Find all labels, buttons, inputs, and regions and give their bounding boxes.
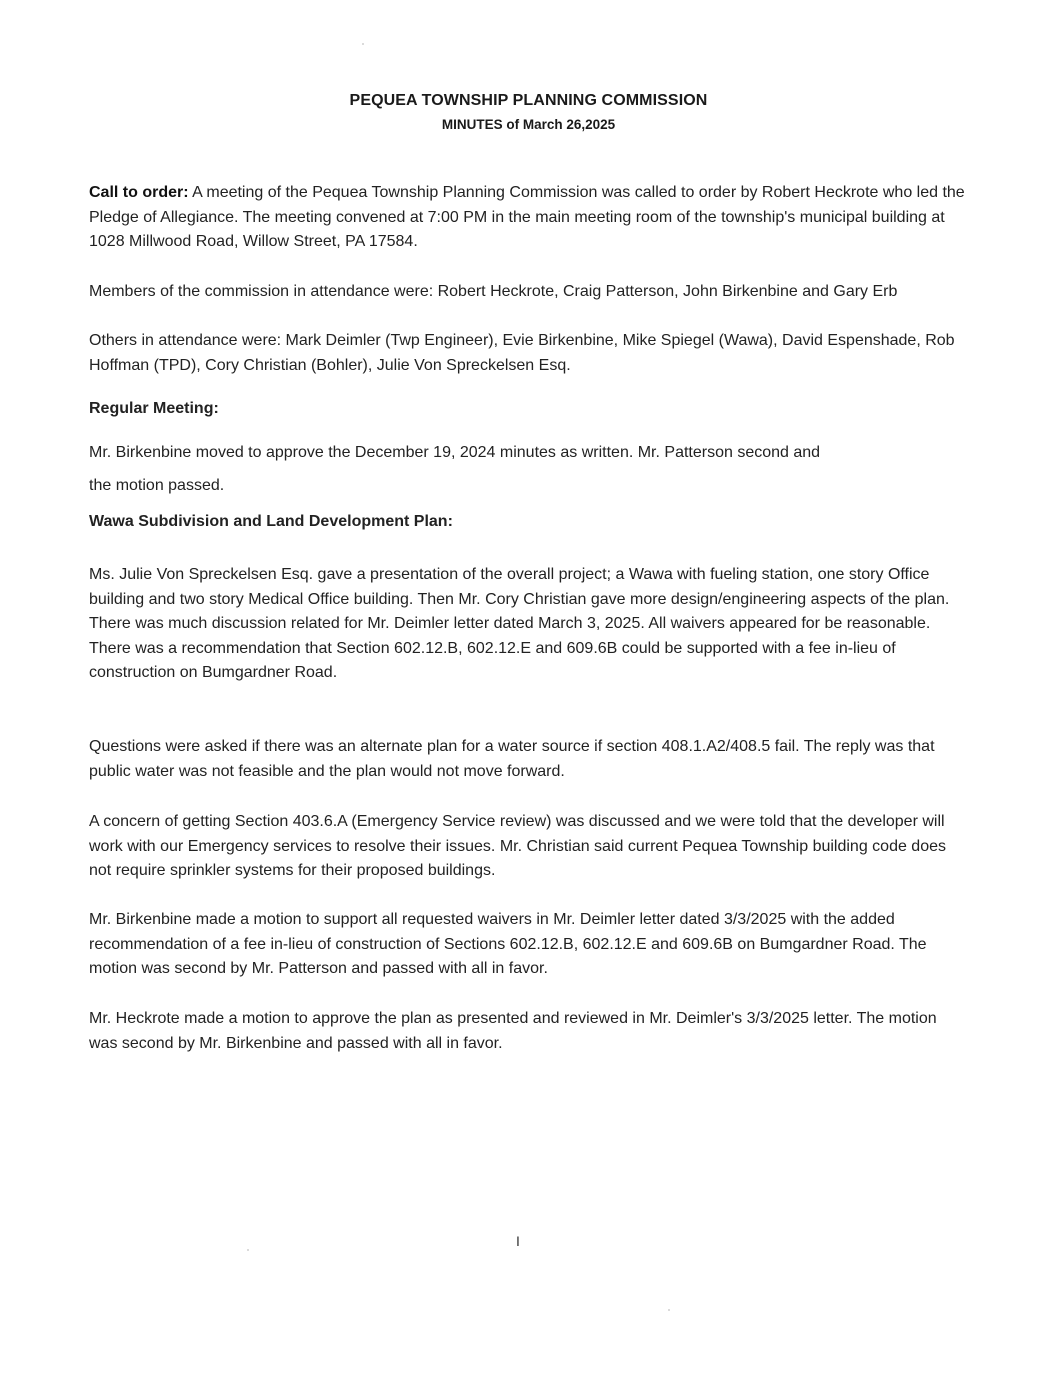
regular-meeting-line1: Mr. Birkenbine moved to approve the December 19, 2024 minutes as written. Mr. Patterson second and [89, 444, 821, 461]
wawa-paragraph-4: Mr. Birkenbine made a motion to support all requested waivers in Mr. Deimler letter dated 3/3/2025 with the added recommendation of a fee in-lieu of construction of Sections 602.12.B, 602.12.E and 609.6B on Bumgardner Road. The motion was second by Mr. Patterson and passed with all in favor. [89, 911, 927, 977]
wawa-paragraph-2: Questions were asked if there was an alternate plan for a water source if section 408.1.A2/408.5 fail. The reply was that public water was not feasible and the plan would not move forward. [89, 738, 935, 780]
document-title: PEQUEA TOWNSHIP PLANNING COMMISSION [349, 92, 708, 109]
scan-speck [362, 43, 364, 45]
wawa-paragraph-5: Mr. Heckrote made a motion to approve the plan as presented and reviewed in Mr. Deimler's 3/3/2025 letter. The motion was second by Mr. Birkenbine and passed with all in favor. [89, 1010, 937, 1052]
call-to-order-label: Call to order: [89, 184, 189, 201]
page-number: I [516, 1233, 520, 1249]
document-subtitle: MINUTES of March 26,2025 [441, 117, 616, 132]
wawa-paragraph-1: Ms. Julie Von Spreckelsen Esq. gave a presentation of the overall project; a Wawa with fueling station, one story Office building and two story Medical Office building. Then Mr. Cory Christian gave more design/engineering aspects of the plan. There was much discussion related for Mr. Deimler letter dated March 3, 2025. All waivers appeared for be reasonable. There was a recommendation that Section 602.12.B, 602.12.E and 609.6B could be supported with a fee in-lieu of construction on Bumgardner Road. [89, 566, 950, 681]
others-attendance: Others in attendance were: Mark Deimler (Twp Engineer), Evie Birkenbine, Mike Spiegel (Wawa), David Espenshade, Rob Hoffman (TPD), Cory Christian (Bohler), Julie Von Spreckelsen Esq. [89, 332, 955, 374]
regular-meeting-line2: the motion passed. [89, 477, 225, 494]
call-to-order-text: A meeting of the Pequea Township Planning Commission was called to order by Robert Heckrote who led the Pledge of Allegiance. The meeting convened at 7:00 PM in the main meeting room of the township's municipal building at 1028 Millwood Road, Willow Street, PA 17584. [89, 184, 965, 250]
scan-speck [247, 1249, 249, 1251]
wawa-heading: Wawa Subdivision and Land Development Plan: [89, 513, 453, 530]
members-attendance: Members of the commission in attendance were: Robert Heckrote, Craig Patterson, John Birkenbine and Gary Erb [89, 283, 898, 300]
call-to-order-paragraph [89, 181, 969, 255]
scan-speck [668, 1309, 670, 1311]
regular-meeting-heading: Regular Meeting: [89, 400, 219, 417]
wawa-paragraph-3: A concern of getting Section 403.6.A (Emergency Service review) was discussed and we were told that the developer will work with our Emergency services to resolve their issues. Mr. Christian said current Pequea Township building code does not require sprinkler systems for their proposed buildings. [89, 813, 946, 879]
